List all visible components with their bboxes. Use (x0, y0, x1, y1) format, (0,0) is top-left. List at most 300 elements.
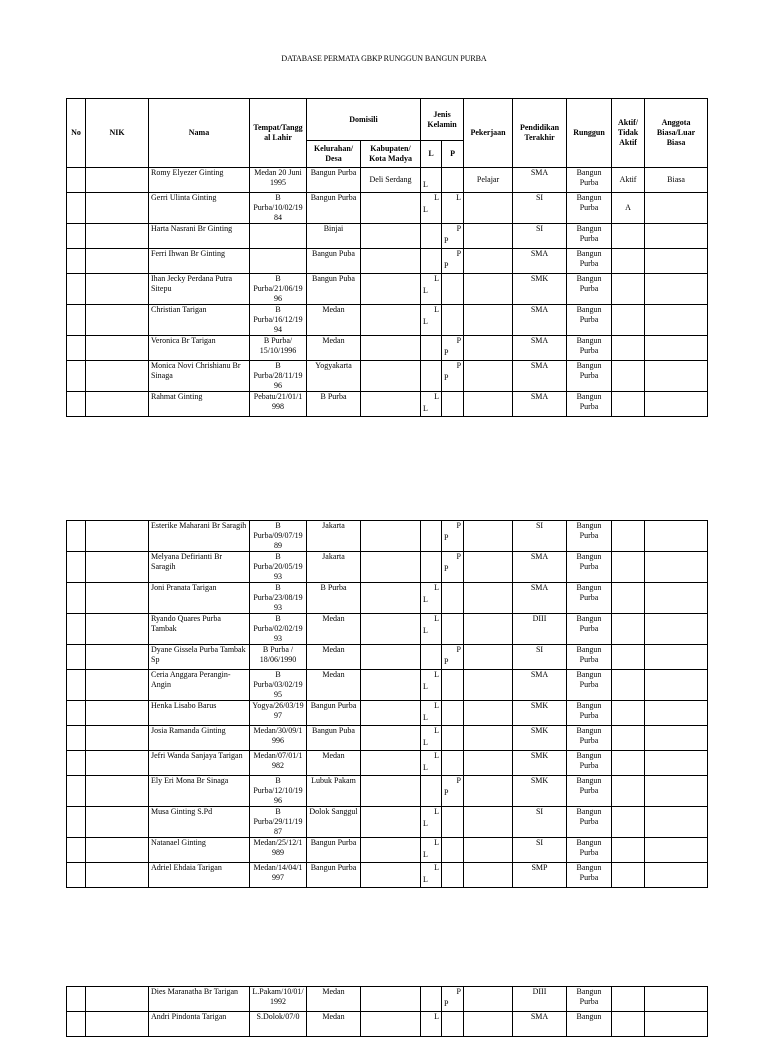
header-aktif: Aktif/ Tidak Aktif (612, 99, 645, 168)
cell-runggun: Bangun Purba (567, 614, 612, 645)
cell-anggota (645, 552, 708, 583)
cell-nik (86, 614, 149, 645)
cell-pekerjaan (464, 249, 513, 274)
cell-jk-l-mark-bottom: L (423, 286, 428, 295)
cell-runggun: Bangun Purba (567, 336, 612, 361)
cell-nik (86, 701, 149, 726)
table-row (67, 987, 708, 1012)
cell-ttl: B Purba/16/12/1994 (250, 305, 307, 336)
cell-no (67, 807, 86, 838)
cell-aktif (612, 751, 645, 776)
header-anggota: Anggota Biasa/Luar Biasa (645, 99, 708, 168)
cell-jk-p-mark-bottom (444, 850, 461, 862)
cell-no (67, 224, 86, 249)
cell-jk-p (442, 521, 464, 552)
cell-ttl: B Purba/09/07/1989 (250, 521, 307, 552)
cell-jk-l-mark-bottom: L (423, 819, 428, 828)
cell-kabupaten (361, 392, 421, 417)
table-row (67, 168, 708, 193)
cell-kelurahan: Bangun Purba (307, 168, 361, 193)
header-kabupaten: Kabupaten/ Kota Madya (361, 141, 421, 168)
cell-kelurahan: B Purba (307, 583, 361, 614)
cell-kelurahan: Medan (307, 305, 361, 336)
cell-jk-l-mark-top: L (434, 583, 439, 592)
cell-runggun: Bangun Purba (567, 168, 612, 193)
cell-jk-l (421, 726, 442, 751)
cell-nik (86, 751, 149, 776)
cell-jk-p-mark-top (444, 392, 461, 404)
cell-runggun: Bangun Purba (567, 392, 612, 417)
cell-runggun: Bangun Purba (567, 863, 612, 888)
cell-pendidikan: SI (513, 645, 567, 670)
cell-kelurahan: Bangun Purba (307, 863, 361, 888)
cell-jk-l-mark-top: L (434, 701, 439, 710)
cell-jk-l-mark-top (423, 224, 439, 236)
cell-runggun: Bangun Purba (567, 751, 612, 776)
cell-jk-l-mark-bottom: L (423, 180, 428, 189)
cell-anggota (645, 336, 708, 361)
cell-jk-l (421, 552, 442, 583)
cell-jk-p-mark-bottom (444, 713, 461, 725)
table-row (67, 224, 708, 249)
cell-aktif (612, 552, 645, 583)
cell-jk-p-mark-bottom (444, 317, 461, 329)
cell-nama: Ceria Anggara Perangin-Angin (149, 670, 250, 701)
cell-pekerjaan (464, 701, 513, 726)
cell-jk-p-mark-bottom: P (444, 657, 449, 666)
cell-nama: Dyane Gissela Purba Tambak Sp (149, 645, 250, 670)
cell-jk-l (421, 249, 442, 274)
cell-ttl: B Purba/29/11/1987 (250, 807, 307, 838)
cell-pekerjaan (464, 583, 513, 614)
cell-pekerjaan (464, 336, 513, 361)
cell-pendidikan: SMA (513, 670, 567, 701)
cell-runggun: Bangun Purba (567, 701, 612, 726)
cell-kabupaten (361, 776, 421, 807)
cell-nik (86, 807, 149, 838)
cell-kabupaten (361, 336, 421, 361)
table-row (67, 670, 708, 701)
cell-ttl: B Purba/02/02/1993 (250, 614, 307, 645)
cell-kelurahan: B Purba (307, 392, 361, 417)
cell-jk-l (421, 987, 442, 1012)
cell-runggun: Bangun Purba (567, 552, 612, 583)
cell-jk-p (442, 726, 464, 751)
cell-ttl: B Purba/10/02/1984 (250, 193, 307, 224)
cell-jk-p-mark-top: P (456, 645, 461, 654)
cell-jk-l (421, 1012, 442, 1037)
cell-pendidikan: SMA (513, 305, 567, 336)
cell-aktif: Aktif (612, 168, 645, 193)
cell-aktif (612, 670, 645, 701)
cell-ttl: B Purba/23/08/1993 (250, 583, 307, 614)
cell-jk-l (421, 863, 442, 888)
cell-nik (86, 521, 149, 552)
cell-pendidikan: SI (513, 807, 567, 838)
cell-jk-l-mark-top (423, 521, 439, 533)
cell-no (67, 838, 86, 863)
cell-nik (86, 552, 149, 583)
cell-jk-l-mark-bottom (423, 788, 439, 800)
cell-jk-l-mark-bottom: L (423, 205, 428, 214)
cell-kelurahan: Medan (307, 751, 361, 776)
cell-pekerjaan (464, 274, 513, 305)
cell-jk-l-mark-bottom (423, 564, 439, 576)
cell-ttl: B Purba/12/10/1996 (250, 776, 307, 807)
table-row (67, 726, 708, 751)
cell-jk-l (421, 614, 442, 645)
cell-kabupaten: Deli Serdang (361, 168, 421, 193)
cell-nama: Adriel Ehdaia Tarigan (149, 863, 250, 888)
cell-pekerjaan (464, 305, 513, 336)
cell-jk-p (442, 361, 464, 392)
header-domisili: Domisili (307, 99, 421, 141)
cell-nama: Veronica Br Tarigan (149, 336, 250, 361)
cell-jk-l-mark-bottom (423, 657, 439, 669)
cell-jk-l-mark-top (423, 552, 439, 564)
cell-runggun: Bangun (567, 1012, 612, 1037)
cell-ttl (250, 249, 307, 274)
cell-nama: Andri Pindonta Tarigan (149, 1012, 250, 1037)
cell-aktif (612, 838, 645, 863)
cell-aktif (612, 726, 645, 751)
header-pekerjaan: Pekerjaan (464, 99, 513, 168)
cell-no (67, 274, 86, 305)
header-jk-l: L (421, 141, 442, 168)
cell-anggota (645, 701, 708, 726)
header-ttl: Tempat/Tanggal Lahir (250, 99, 307, 168)
cell-jk-l (421, 361, 442, 392)
table-row (67, 583, 708, 614)
cell-aktif (612, 614, 645, 645)
cell-kabupaten (361, 583, 421, 614)
cell-kabupaten (361, 274, 421, 305)
cell-aktif (612, 305, 645, 336)
cell-pendidikan: SMA (513, 168, 567, 193)
cell-runggun: Bangun Purba (567, 670, 612, 701)
cell-nik (86, 336, 149, 361)
cell-jk-p-mark-bottom (444, 875, 461, 887)
cell-ttl: B Purba/20/05/1993 (250, 552, 307, 583)
cell-jk-p-mark-top: P (456, 776, 461, 785)
cell-nama: Ely Eri Mona Br Sinaga (149, 776, 250, 807)
cell-jk-p (442, 838, 464, 863)
cell-jk-p-mark-top (444, 701, 461, 713)
cell-no (67, 583, 86, 614)
cell-aktif (612, 645, 645, 670)
table-row (67, 193, 708, 224)
cell-jk-p-mark-bottom (444, 404, 461, 416)
cell-jk-l-mark-top: L (434, 614, 439, 623)
cell-nama: Ryando Quares Purba Tambak (149, 614, 250, 645)
cell-no (67, 614, 86, 645)
cell-kabupaten (361, 361, 421, 392)
cell-kabupaten (361, 305, 421, 336)
cell-jk-p-mark-top (444, 838, 461, 850)
cell-jk-p-mark-top (444, 670, 461, 682)
cell-pekerjaan (464, 987, 513, 1012)
cell-runggun: Bangun Purba (567, 274, 612, 305)
cell-kabupaten (361, 670, 421, 701)
table-row (67, 1012, 708, 1037)
cell-runggun: Bangun Purba (567, 807, 612, 838)
cell-jk-p (442, 670, 464, 701)
cell-kelurahan: Medan (307, 645, 361, 670)
cell-kelurahan: Bangun Puba (307, 274, 361, 305)
cell-pekerjaan (464, 552, 513, 583)
cell-jk-p-mark-bottom: P (444, 533, 449, 542)
cell-jk-l-mark-bottom (423, 533, 439, 545)
cell-no (67, 987, 86, 1012)
cell-anggota (645, 583, 708, 614)
cell-no (67, 726, 86, 751)
cell-no (67, 361, 86, 392)
cell-jk-p (442, 614, 464, 645)
cell-runggun: Bangun Purba (567, 583, 612, 614)
cell-no (67, 193, 86, 224)
cell-jk-p (442, 701, 464, 726)
cell-aktif (612, 776, 645, 807)
cell-nik (86, 274, 149, 305)
cell-nik (86, 670, 149, 701)
cell-anggota (645, 751, 708, 776)
cell-pendidikan: SMA (513, 1012, 567, 1037)
cell-jk-p (442, 1012, 464, 1037)
cell-pendidikan: SI (513, 224, 567, 249)
cell-jk-l-mark-bottom (423, 1024, 439, 1036)
header-no: No (67, 99, 86, 168)
cell-ttl: B Purba/28/11/1996 (250, 361, 307, 392)
cell-no (67, 305, 86, 336)
cell-jk-l-mark-bottom: L (423, 595, 428, 604)
cell-jk-l-mark-bottom (423, 373, 439, 385)
cell-no (67, 863, 86, 888)
cell-anggota (645, 249, 708, 274)
cell-pekerjaan: Pelajar (464, 168, 513, 193)
cell-kelurahan: Jakarta (307, 521, 361, 552)
member-table-page-1 (66, 98, 708, 417)
document-title: DATABASE PERMATA GBKP RUNGGUN BANGUN PURBA (281, 54, 487, 63)
cell-ttl: Medan/07/01/1982 (250, 751, 307, 776)
cell-jk-l-mark-top (423, 776, 439, 788)
cell-kabupaten (361, 521, 421, 552)
cell-nama: Monica Novi Chrishianu Br Sinaga (149, 361, 250, 392)
cell-kabupaten (361, 987, 421, 1012)
cell-jk-p-mark-top (444, 1012, 461, 1024)
cell-jk-p (442, 776, 464, 807)
cell-kelurahan: Bangun Purba (307, 701, 361, 726)
cell-jk-p-mark-top (444, 751, 461, 763)
cell-jk-l-mark-top: L (434, 305, 440, 314)
cell-nama: Esterike Maharani Br Saragih (149, 521, 250, 552)
cell-jk-l-mark-bottom: L (423, 682, 428, 691)
cell-nama: Christian Tarigan (149, 305, 250, 336)
cell-ttl (250, 224, 307, 249)
cell-kelurahan: Bangun Puba (307, 249, 361, 274)
header-nama: Nama (149, 99, 250, 168)
cell-pendidikan: SMA (513, 336, 567, 361)
member-table-page-3 (66, 986, 708, 1037)
cell-kabupaten (361, 614, 421, 645)
cell-anggota (645, 776, 708, 807)
table-row (67, 552, 708, 583)
cell-kelurahan: Binjai (307, 224, 361, 249)
cell-jk-l (421, 168, 442, 193)
cell-no (67, 521, 86, 552)
cell-runggun: Bangun Purba (567, 361, 612, 392)
cell-anggota (645, 274, 708, 305)
cell-nik (86, 249, 149, 274)
cell-jk-l (421, 807, 442, 838)
cell-pekerjaan (464, 670, 513, 701)
table-row (67, 645, 708, 670)
cell-kabupaten (361, 1012, 421, 1037)
cell-nik (86, 726, 149, 751)
cell-pekerjaan (464, 392, 513, 417)
table-row (67, 249, 708, 274)
cell-aktif (612, 1012, 645, 1037)
header-pendidikan: Pendidikan Terakhir (513, 99, 567, 168)
table-row (67, 863, 708, 888)
cell-kelurahan: Yogyakarta (307, 361, 361, 392)
cell-ttl: Yogya/26/03/1997 (250, 701, 307, 726)
cell-jk-l (421, 521, 442, 552)
cell-jk-p-mark-top (444, 807, 461, 819)
cell-ttl: L.Pakam/10/01/1992 (250, 987, 307, 1012)
cell-kelurahan: Medan (307, 336, 361, 361)
cell-jk-l-mark-bottom (423, 261, 439, 273)
cell-nama: Joni Pranata Tarigan (149, 583, 250, 614)
header-jk-p: P (442, 141, 464, 168)
cell-kabupaten (361, 751, 421, 776)
cell-jk-p (442, 274, 464, 305)
cell-jk-p (442, 392, 464, 417)
cell-nik (86, 863, 149, 888)
cell-anggota (645, 838, 708, 863)
cell-kabupaten (361, 807, 421, 838)
cell-kabupaten (361, 863, 421, 888)
cell-jk-p-mark-top: P (456, 224, 462, 233)
cell-anggota (645, 987, 708, 1012)
cell-pendidikan: SMA (513, 392, 567, 417)
cell-ttl: B Purba / 18/06/1990 (250, 645, 307, 670)
cell-jk-l-mark-top (423, 336, 439, 348)
cell-nik (86, 193, 149, 224)
cell-nama: Romy Elyezer Ginting (149, 168, 250, 193)
cell-pendidikan: SMA (513, 552, 567, 583)
cell-nik (86, 838, 149, 863)
cell-jk-p (442, 168, 464, 193)
cell-ttl: S.Dolok/07/0 (250, 1012, 307, 1037)
cell-nama: Musa Ginting S.Pd (149, 807, 250, 838)
cell-jk-l-mark-bottom: L (423, 763, 428, 772)
cell-jk-l (421, 274, 442, 305)
cell-jk-l (421, 838, 442, 863)
cell-ttl: Medan/14/04/1997 (250, 863, 307, 888)
cell-anggota (645, 614, 708, 645)
cell-jk-l (421, 336, 442, 361)
cell-pendidikan: SMA (513, 361, 567, 392)
cell-anggota (645, 305, 708, 336)
cell-no (67, 701, 86, 726)
cell-jk-p (442, 863, 464, 888)
cell-jk-p-mark-top (444, 583, 461, 595)
cell-jk-l-mark-top (423, 987, 439, 999)
cell-nama: Melyana Defirianti Br Saragih (149, 552, 250, 583)
cell-pendidikan: SI (513, 193, 567, 224)
cell-jk-l (421, 305, 442, 336)
cell-jk-p (442, 305, 464, 336)
cell-jk-p (442, 193, 464, 224)
cell-jk-p-mark-bottom (444, 205, 461, 217)
cell-jk-p-mark-top: P (456, 249, 462, 258)
cell-jk-p-mark-top (444, 168, 461, 180)
cell-nama: Jefri Wanda Sanjaya Tarigan (149, 751, 250, 776)
cell-jk-l-mark-bottom: L (423, 404, 428, 413)
cell-runggun: Bangun Purba (567, 224, 612, 249)
cell-nik (86, 583, 149, 614)
cell-nama: Gerri Ulinta Ginting (149, 193, 250, 224)
cell-jk-l-mark-top: L (434, 392, 440, 401)
table-row (67, 701, 708, 726)
cell-jk-p-mark-top: L (456, 193, 462, 202)
cell-jk-l-mark-bottom (423, 348, 439, 360)
cell-anggota (645, 1012, 708, 1037)
cell-nik (86, 1012, 149, 1037)
cell-jk-p-mark-bottom: P (444, 348, 449, 357)
table-row (67, 807, 708, 838)
cell-jk-p-mark-top (444, 305, 461, 317)
cell-pendidikan: SMP (513, 863, 567, 888)
cell-jk-l (421, 583, 442, 614)
table-row (67, 614, 708, 645)
cell-kelurahan: Lubuk Pakam (307, 776, 361, 807)
cell-nama: Ihan Jecky Perdana Putra Sitepu (149, 274, 250, 305)
cell-pendidikan: SMA (513, 249, 567, 274)
cell-pekerjaan (464, 838, 513, 863)
cell-jk-l-mark-bottom: L (423, 875, 428, 884)
cell-jk-l (421, 224, 442, 249)
cell-kabupaten (361, 701, 421, 726)
cell-jk-p-mark-bottom (444, 286, 461, 298)
cell-nik (86, 987, 149, 1012)
cell-kelurahan: Bangun Purba (307, 838, 361, 863)
cell-jk-l-mark-top: L (434, 193, 440, 202)
cell-kabupaten (361, 645, 421, 670)
cell-jk-p-mark-top (444, 274, 461, 286)
cell-aktif (612, 583, 645, 614)
cell-jk-l (421, 701, 442, 726)
cell-aktif (612, 224, 645, 249)
cell-pekerjaan (464, 193, 513, 224)
cell-jk-p-mark-bottom (444, 819, 461, 831)
cell-pekerjaan (464, 776, 513, 807)
cell-anggota: Biasa (645, 168, 708, 193)
cell-jk-l-mark-bottom (423, 999, 439, 1011)
cell-no (67, 249, 86, 274)
cell-pekerjaan (464, 361, 513, 392)
cell-nama: Josia Ramanda Ginting (149, 726, 250, 751)
cell-jk-p-mark-bottom: P (444, 236, 449, 245)
cell-kelurahan: Dolok Sanggul (307, 807, 361, 838)
cell-pendidikan: SMK (513, 776, 567, 807)
cell-aktif (612, 274, 645, 305)
cell-jk-l-mark-bottom: L (423, 626, 428, 635)
cell-aktif (612, 701, 645, 726)
cell-jk-p-mark-bottom (444, 595, 461, 607)
cell-kabupaten (361, 838, 421, 863)
cell-no (67, 392, 86, 417)
